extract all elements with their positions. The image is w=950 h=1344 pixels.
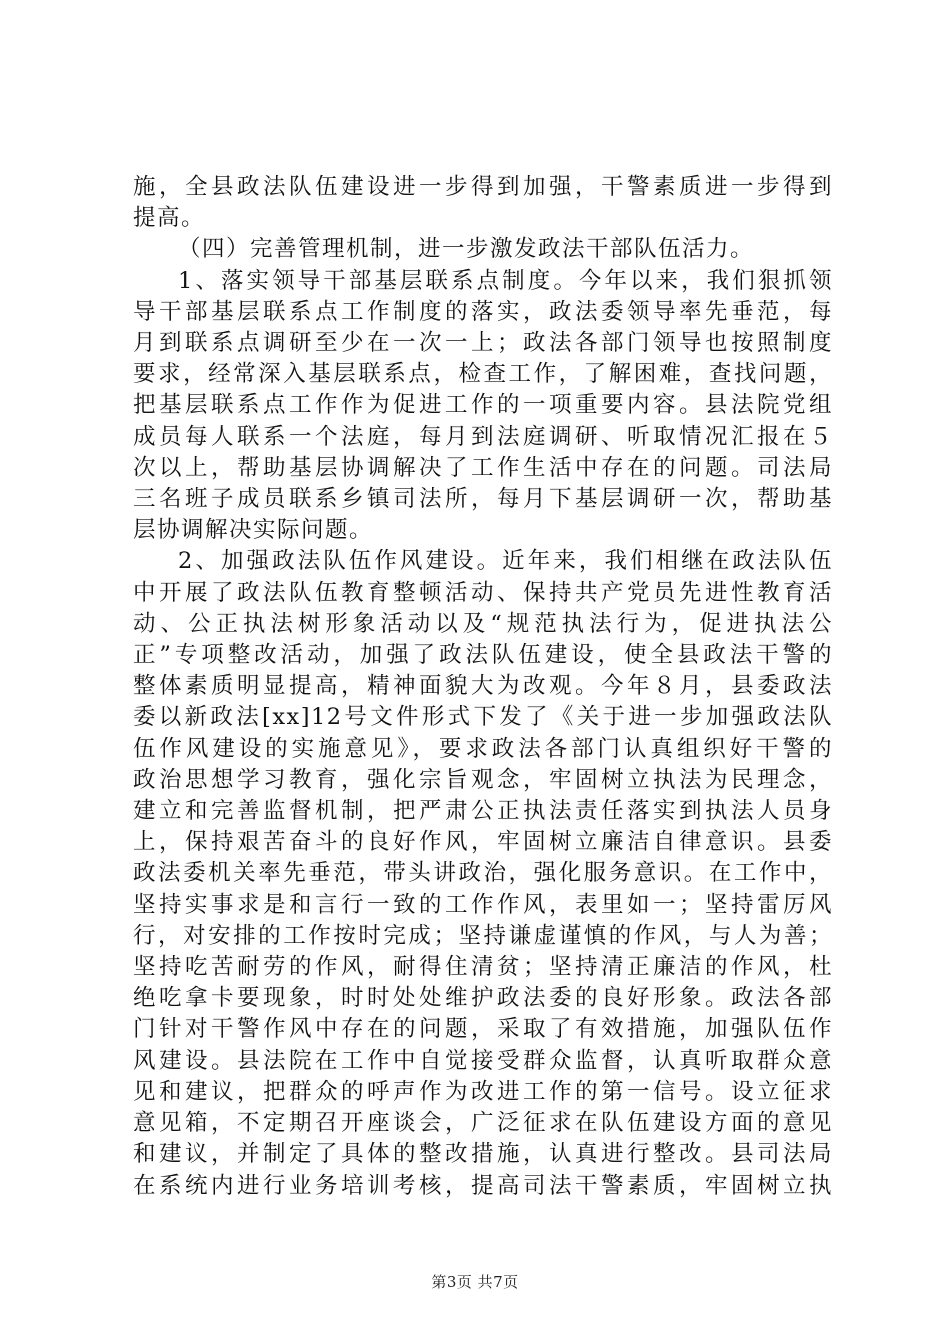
text-line: 次以上，帮助基层协调解决了工作生活中存在的问题。司法局 — [133, 454, 833, 481]
text-line: 中开展了政法队伍教育整顿活动、保持共产党员先进性教育活 — [133, 579, 833, 606]
text-line: 把基层联系点工作作为促进工作的一项重要内容。县法院党组 — [133, 392, 833, 419]
page-number: 第3页 共7页 — [431, 1273, 519, 1291]
text-line: 月到联系点调研至少在一次一上；政法各部门领导也按照制度 — [133, 330, 833, 357]
section-heading: （四）完善管理机制，进一步激发政法干部队伍活力。 — [178, 236, 755, 263]
text-line: 政法委机关率先垂范，带头讲政治，强化服务意识。在工作中， — [133, 860, 833, 887]
text-line: 风建设。县法院在工作中自觉接受群众监督，认真听取群众意 — [133, 1047, 833, 1074]
text-line: 建立和完善监督机制，把严肃公正执法责任落实到执法人员身 — [133, 798, 833, 825]
text-line: 和建议，并制定了具体的整改措施，认真进行整改。县司法局 — [133, 1141, 833, 1168]
text-line: 门针对干警作风中存在的问题，采取了有效措施，加强队伍作 — [133, 1016, 833, 1043]
text-line: 行，对安排的工作按时完成；坚持谦虚谨慎的作风，与人为善； — [133, 922, 833, 949]
text-line: 在系统内进行业务培训考核，提高司法干警素质，牢固树立执 — [133, 1172, 833, 1199]
text-line: 三名班子成员联系乡镇司法所，每月下基层调研一次，帮助基 — [133, 486, 833, 513]
text-line: 2、加强政法队伍作风建设。近年来，我们相继在政法队伍 — [178, 548, 833, 575]
text-line: 动、公正执法树形象活动以及“规范执法行为，促进执法公 — [133, 610, 833, 637]
text-line: 层协调解决实际问题。 — [133, 517, 374, 544]
text-line: 伍作风建设的实施意见》，要求政法各部门认真组织好干警的 — [133, 735, 833, 762]
text-line: 委以新政法[xx]12号文件形式下发了《关于进一步加强政法队 — [133, 704, 833, 731]
text-line: 见和建议，把群众的呼声作为改进工作的第一信号。设立征求 — [133, 1078, 833, 1105]
text-line: 上，保持艰苦奋斗的良好作风，牢固树立廉洁自律意识。县委 — [133, 829, 833, 856]
body-text — [133, 172, 833, 1202]
text-line: 导干部基层联系点工作制度的落实，政法委领导率先垂范，每 — [133, 298, 833, 325]
text-line: 要求，经常深入基层联系点，检查工作，了解困难，查找问题， — [133, 361, 833, 388]
text-line: 意见箱，不定期召开座谈会，广泛征求在队伍建设方面的意见 — [133, 1110, 833, 1137]
text-line: 绝吃拿卡要现象，时时处处维护政法委的良好形象。政法各部 — [133, 985, 833, 1012]
text-line: 正”专项整改活动，加强了政法队伍建设，使全县政法干警的 — [133, 642, 833, 669]
text-line: 坚持吃苦耐劳的作风，耐得住清贫；坚持清正廉洁的作风，杜 — [133, 954, 833, 981]
text-line: 成员每人联系一个法庭，每月到法庭调研、听取情况汇报在５ — [133, 423, 833, 450]
text-line: 政治思想学习教育，强化宗旨观念，牢固树立执法为民理念， — [133, 766, 833, 793]
text-line: 1、落实领导干部基层联系点制度。今年以来，我们狠抓领 — [178, 267, 833, 294]
text-line: 施，全县政法队伍建设进一步得到加强，干警素质进一步得到 — [133, 174, 833, 200]
text-line: 整体素质明显提高，精神面貌大为改观。今年８月，县委政法 — [133, 673, 833, 700]
text-line: 坚持实事求是和言行一致的工作作风，表里如一；坚持雷厉风 — [133, 891, 833, 918]
text-line: 提高。 — [133, 205, 206, 232]
